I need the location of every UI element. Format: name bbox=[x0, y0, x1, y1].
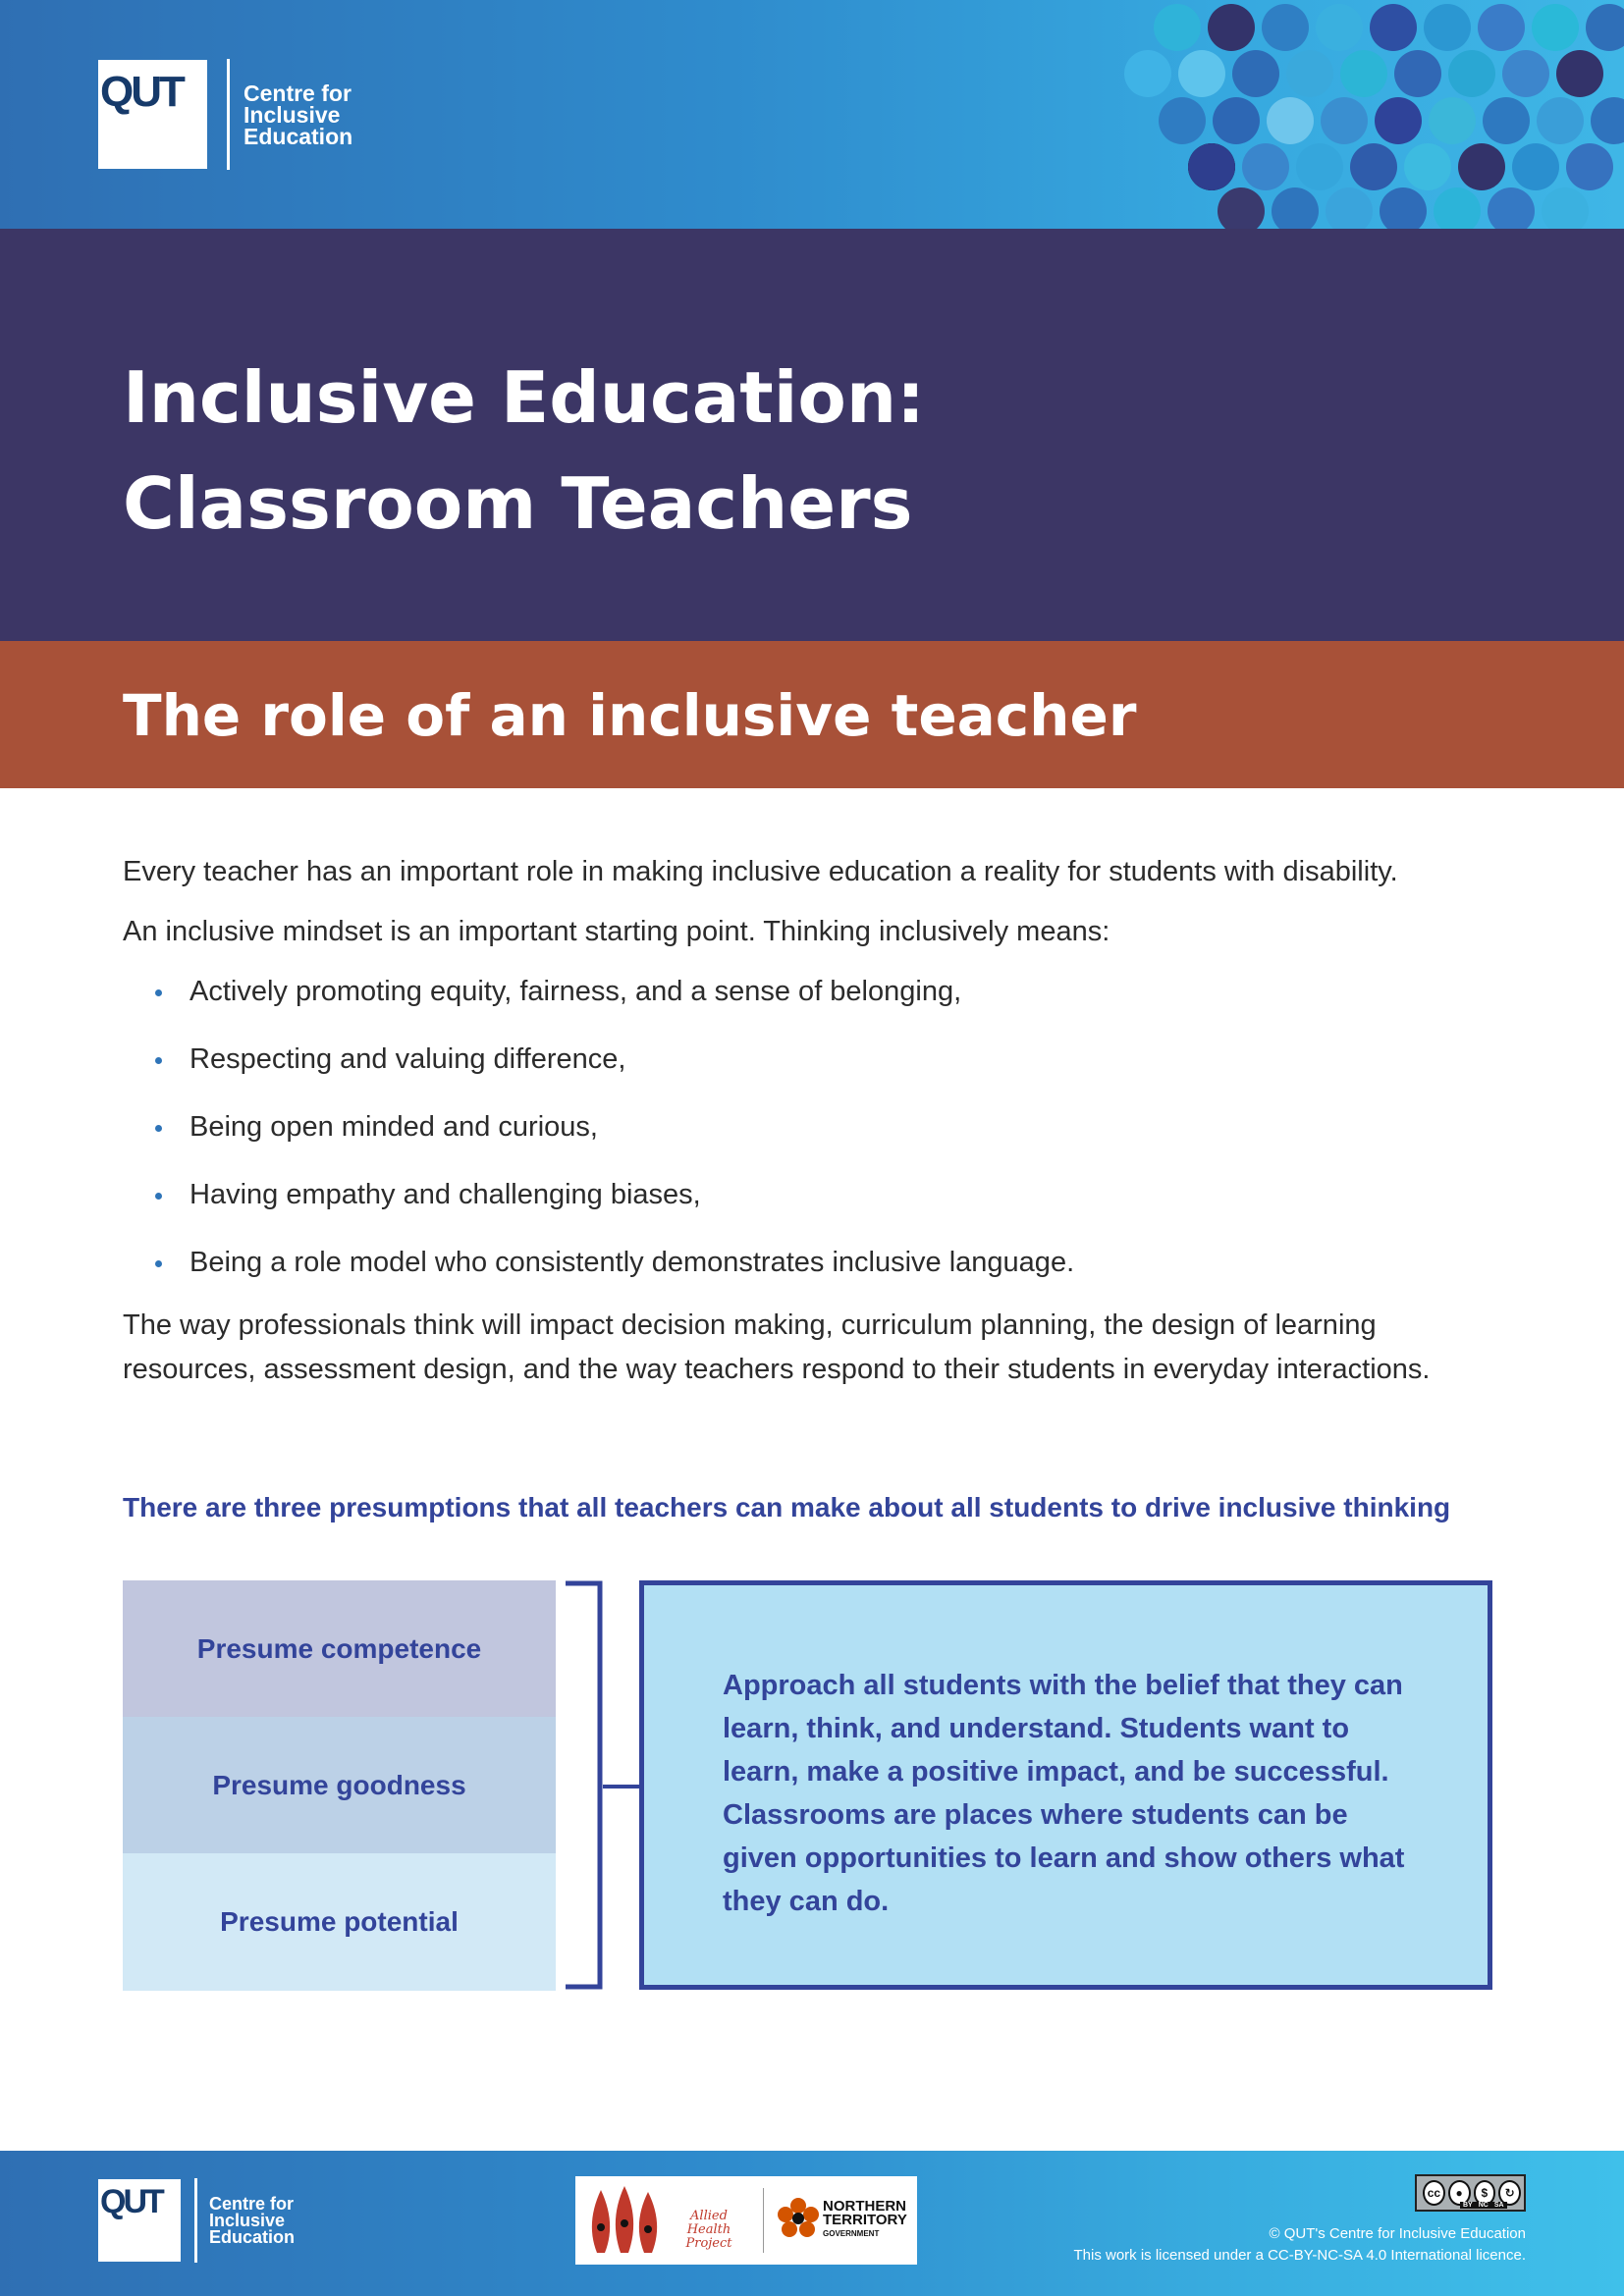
bullet-icon bbox=[155, 1057, 162, 1064]
nt-government-logo: NORTHERN TERRITORY GOVERNMENT bbox=[823, 2198, 907, 2238]
bullet-icon bbox=[155, 989, 162, 996]
cc-labels: BY NC SA bbox=[1460, 2202, 1507, 2209]
section-title: The role of an inclusive teacher bbox=[123, 682, 1137, 749]
cc-licence-badge[interactable] bbox=[1415, 2174, 1526, 2212]
qut-logo-mark: QUT bbox=[98, 60, 207, 169]
decorative-dots-pattern bbox=[1074, 0, 1624, 229]
partner-logos bbox=[575, 2176, 917, 2265]
list-item: Being a role model who consistently demonstrates inclusive language. bbox=[147, 1241, 1074, 1308]
title-band bbox=[0, 229, 1624, 641]
connector-line bbox=[603, 1785, 640, 1789]
bullet-icon bbox=[155, 1260, 162, 1267]
list-item: Being open minded and curious, bbox=[147, 1105, 1074, 1173]
subtitle-band bbox=[0, 641, 1624, 788]
cc-icon: cc bbox=[1423, 2180, 1445, 2206]
nt-flower-icon bbox=[776, 2196, 821, 2245]
footer-qut-logo[interactable] bbox=[98, 2178, 295, 2263]
allied-health-figures-icon bbox=[583, 2184, 668, 2257]
intro-paragraph: Every teacher has an important role in making inclusive education a reality for students with disability. bbox=[123, 856, 1398, 887]
list-item: Having empathy and challenging biases, bbox=[147, 1173, 1074, 1241]
bullet-icon bbox=[155, 1193, 162, 1200]
list-item: Actively promoting equity, fairness, and a sense of belonging, bbox=[147, 970, 1074, 1038]
logo-text: Centre for Inclusive Education bbox=[209, 2193, 296, 2247]
non-commercial-icon: $ bbox=[1474, 2180, 1496, 2206]
logo-divider bbox=[227, 59, 230, 170]
copyright-notice: © QUT's Centre for Inclusive Education This work is licensed under a CC-BY-NC-SA 4.0 International licence. bbox=[1073, 2225, 1526, 2264]
qut-logo-mark: QUT bbox=[98, 2179, 181, 2262]
presume-potential-box: Presume potential bbox=[123, 1853, 556, 1991]
mindset-paragraph: An inclusive mindset is an important starting point. Thinking inclusively means: bbox=[123, 916, 1110, 947]
presumptions-heading: There are three presumptions that all teachers can make about all students to drive inclusive thinking bbox=[123, 1492, 1451, 1522]
partner-divider bbox=[763, 2188, 764, 2253]
presumption-explanation-box bbox=[639, 1580, 1492, 1990]
explanation-paragraph: Approach all students with the belief that they can learn, think, and understand. Students want to learn, make a positive impact, and be successful. bbox=[723, 1670, 1403, 1788]
share-alike-icon: ↻ bbox=[1498, 2180, 1521, 2206]
presume-goodness-box: Presume goodness bbox=[123, 1717, 556, 1853]
explanation-paragraph: Classrooms are places where students can be given opportunities to learn and show others what they can do. bbox=[723, 1799, 1405, 1917]
impact-paragraph: The way professionals think will impact decision making, curriculum planning, the design of learning resources, assessment design, and the way teachers respond to their students in everyday interactions. bbox=[123, 1309, 1431, 1385]
allied-health-project-logo: Allied Health Project bbox=[685, 2209, 732, 2251]
inclusive-thinking-list bbox=[147, 970, 1074, 1308]
logo-text: Centre for Inclusive Education bbox=[244, 80, 353, 149]
qut-logo[interactable] bbox=[98, 59, 352, 170]
footer bbox=[0, 2151, 1624, 2296]
bullet-icon bbox=[155, 1125, 162, 1132]
page-title: Inclusive Education: Classroom Teachers bbox=[123, 356, 925, 545]
bracket-connector bbox=[566, 1580, 603, 1990]
list-item: Respecting and valuing difference, bbox=[147, 1038, 1074, 1105]
header-band bbox=[0, 0, 1624, 229]
logo-divider bbox=[194, 2178, 197, 2263]
presume-competence-box: Presume competence bbox=[123, 1580, 556, 1717]
by-person-icon: ● bbox=[1448, 2180, 1471, 2206]
